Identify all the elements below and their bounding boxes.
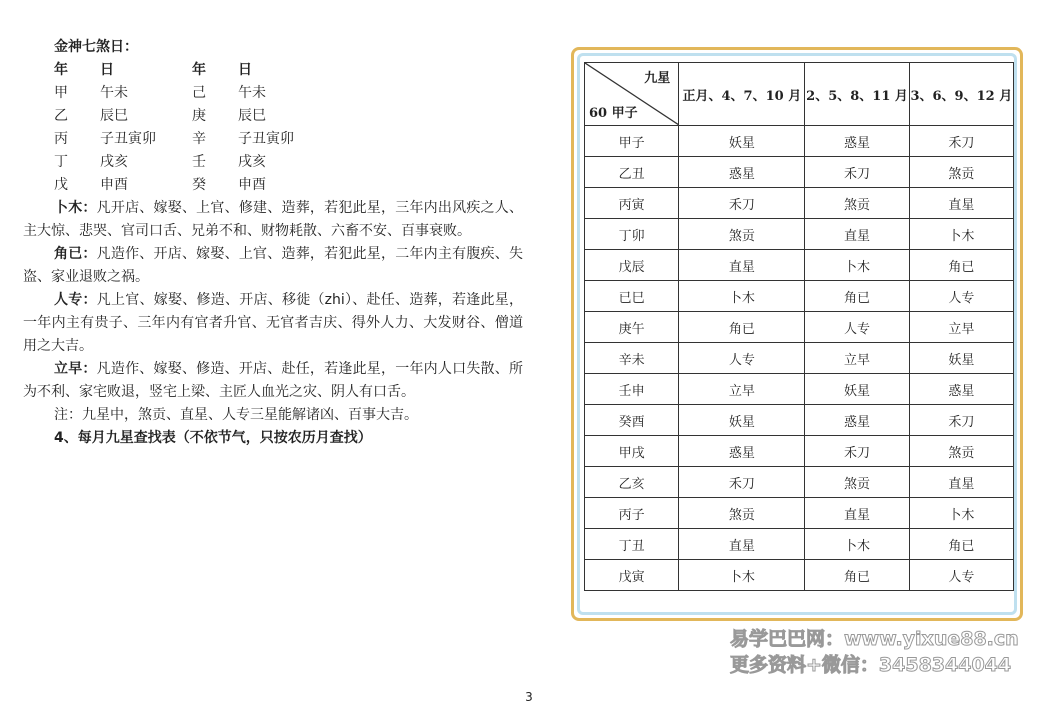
star-term: 立早： [54,361,97,377]
table-row [585,560,1014,591]
star-description: 凡上官、嫁娶、修造、开店、移徙（zhi）、赴任、造葬，若逢此星，一年内主有贵子、三年内有官者升官、无官者吉庆、得外人力、大发财谷、僧道用之大吉。 [23,292,523,354]
note: 注：九星中，煞贡、直星、人专三星能解诸凶、百事大吉。 [54,407,418,423]
watermark-line: 易学巴巴网：www.yixue88.cn [730,628,1019,650]
star-description: 凡造作、开店、嫁娶、上官、造葬，若犯此星，二年内主有腹疾、失盗、家业退败之祸。 [23,246,523,285]
corner-cell [585,63,679,126]
table-row [585,529,1014,560]
day-table-cell: 庚 [192,108,206,124]
star-cell: 角已 [679,312,805,343]
table-row [585,219,1014,250]
heading: 金神七煞日： [54,39,138,55]
star-cell: 禾刀 [679,188,805,219]
star-cell: 煞贡 [805,467,909,498]
star-cell: 卜木 [679,560,805,591]
jiazi-cell: 戊寅 [585,560,679,591]
star-cell: 惑星 [805,405,909,436]
star-cell: 禾刀 [805,436,909,467]
jiazi-cell: 戊辰 [585,250,679,281]
month-header: 正月、4、7、10 月 [679,63,805,126]
star-cell: 立早 [805,343,909,374]
month-header: 3、6、9、12 月 [909,63,1013,126]
table-row [585,157,1014,188]
day-table-cell: 壬 [192,154,206,170]
star-description: 凡造作、嫁娶、修造、开店、赴任，若逢此星，一年内人口失散、所为不利、家宅败退，竖宅上梁、主匠人血光之灾、阴人有口舌。 [23,361,523,400]
day-table-header [23,59,523,82]
star-cell: 煞贡 [679,498,805,529]
star-cell: 妖星 [909,343,1013,374]
star-cell: 妖星 [679,405,805,436]
star-cell: 立早 [679,374,805,405]
star-cell: 直星 [909,188,1013,219]
corner-bottom: 60 甲子 [589,106,638,121]
star-cell: 煞贡 [909,157,1013,188]
section-title: 4、每月九星查找表（不依节气，只按农历月查找） [54,430,372,446]
jiazi-cell: 甲子 [585,126,679,157]
star-paragraph [23,197,523,243]
star-cell: 角已 [909,250,1013,281]
star-paragraph [23,358,523,404]
star-cell: 惑星 [679,436,805,467]
day-table-cell: 午未 [238,85,266,101]
day-table-cell: 己 [192,85,206,101]
star-cell: 人专 [909,281,1013,312]
day-table-cell: 戊 [54,177,68,193]
watermark-line: 更多资料+微信：3458344044 [730,654,1012,676]
day-table-cell: 午未 [100,85,128,101]
table-row [585,126,1014,157]
star-cell: 卜木 [805,250,909,281]
star-cell: 立早 [909,312,1013,343]
star-cell: 直星 [805,219,909,250]
jiazi-cell: 丁卯 [585,219,679,250]
day-table [23,82,523,197]
day-table-cell: 子丑寅卯 [100,131,156,147]
star-cell: 煞贡 [909,436,1013,467]
table-row [585,312,1014,343]
table-row [585,498,1014,529]
table-row [585,467,1014,498]
star-cell: 人专 [805,312,909,343]
table-row [585,343,1014,374]
star-cell: 惑星 [805,126,909,157]
day-table-cell: 申酉 [238,177,266,193]
corner-top: 九星 [644,71,671,86]
star-cell: 惑星 [909,374,1013,405]
text-column [23,36,523,450]
star-cell: 角已 [805,281,909,312]
table-body [585,126,1014,591]
watermark [730,626,1019,678]
table-row [585,405,1014,436]
day-table-cell: 乙 [54,108,68,124]
star-cell: 直星 [679,250,805,281]
table-row [585,281,1014,312]
day-table-cell: 丁 [54,154,68,170]
day-table-row [23,105,523,128]
jiazi-cell: 丙子 [585,498,679,529]
day-table-cell: 戌亥 [100,154,128,170]
table-row [585,250,1014,281]
star-cell: 妖星 [679,126,805,157]
star-paragraph [23,289,523,358]
star-cell: 直星 [805,498,909,529]
day-table-cell: 丙 [54,131,68,147]
day-table-cell: 申酉 [100,177,128,193]
nine-star-table [584,62,1014,591]
star-cell: 直星 [909,467,1013,498]
day-table-cell: 戌亥 [238,154,266,170]
jiazi-cell: 壬申 [585,374,679,405]
jiazi-cell: 已巳 [585,281,679,312]
star-cell: 卜木 [909,219,1013,250]
star-cell: 卜木 [679,281,805,312]
star-cell: 人专 [909,560,1013,591]
day-table-row [23,151,523,174]
star-cell: 煞贡 [805,188,909,219]
col-header: 年 [192,62,206,78]
table-row [585,436,1014,467]
day-table-row [23,82,523,105]
day-table-row [23,174,523,197]
jiazi-cell: 甲戌 [585,436,679,467]
col-header: 年 [54,62,68,78]
star-cell: 禾刀 [909,405,1013,436]
star-term: 角已： [54,246,97,262]
star-cell: 禾刀 [805,157,909,188]
col-header: 日 [100,62,114,78]
table-frame-inner [577,53,1017,615]
star-term: 卜木： [54,200,97,216]
jiazi-cell: 丙寅 [585,188,679,219]
day-table-cell: 甲 [54,85,68,101]
star-cell: 角已 [805,560,909,591]
jiazi-cell: 乙亥 [585,467,679,498]
col-header: 日 [238,62,252,78]
month-header: 2、5、8、11 月 [805,63,909,126]
day-table-cell: 癸 [192,177,206,193]
day-table-cell: 辛 [192,131,206,147]
star-cell: 煞贡 [679,219,805,250]
star-cell: 惑星 [679,157,805,188]
jiazi-cell: 庚午 [585,312,679,343]
day-table-cell: 辰巳 [100,108,128,124]
star-term: 人专： [54,292,97,308]
table-row [585,188,1014,219]
table-row [585,374,1014,405]
star-cell: 直星 [679,529,805,560]
page-number: 3 [525,690,533,704]
star-cell: 禾刀 [679,467,805,498]
star-paragraph [23,243,523,289]
day-table-row [23,128,523,151]
day-table-cell: 辰巳 [238,108,266,124]
star-cell: 卜木 [805,529,909,560]
jiazi-cell: 丁丑 [585,529,679,560]
star-description: 凡开店、嫁娶、上官、修建、造葬，若犯此星，三年内出风疾之人、主大惊、悲哭、官司口舌、兄弟不和、财物耗散、六畜不安、百事衰败。 [23,200,523,239]
star-cell: 卜木 [909,498,1013,529]
table-frame [571,47,1023,621]
jiazi-cell: 乙丑 [585,157,679,188]
star-cell: 妖星 [805,374,909,405]
jiazi-cell: 癸酉 [585,405,679,436]
day-table-cell: 子丑寅卯 [238,131,294,147]
star-cell: 禾刀 [909,126,1013,157]
star-paragraphs [23,197,523,404]
jiazi-cell: 辛未 [585,343,679,374]
table-header-row [585,63,1014,126]
star-cell: 人专 [679,343,805,374]
star-cell: 角已 [909,529,1013,560]
